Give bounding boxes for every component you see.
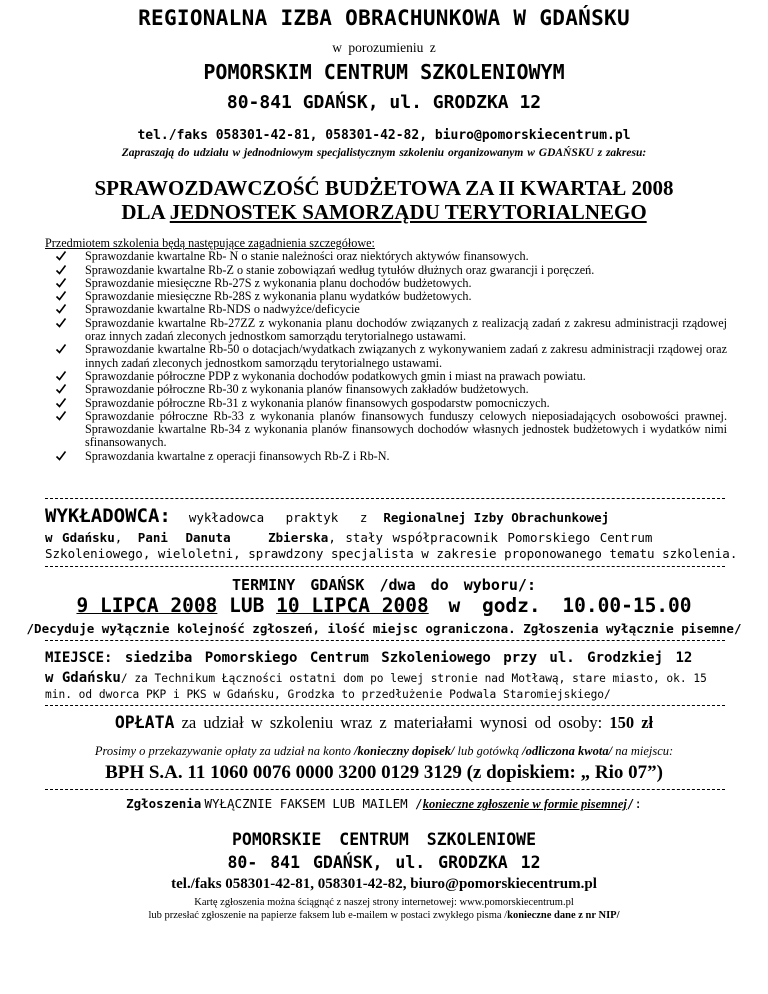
- date-option-1: 9 LIPCA 2008: [76, 594, 218, 617]
- list-item: [45, 290, 727, 303]
- lecturer-role: , stały współpracownik Pomorskiego Centrum: [328, 530, 653, 545]
- list-item-text: Sprawozdanie kwartalne Rb-50 o dotacjach/wydatkach związanych z wykonywaniem zadań z zakresu administracji rządowej oraz innych zadań zleconych jednostkom samorządu terytorialnego ustawami.: [85, 342, 727, 370]
- course-title-line2: [0, 200, 768, 225]
- topics-section: [45, 237, 727, 463]
- agreement-text: w porozumieniu z: [332, 40, 436, 55]
- divider: [45, 789, 725, 790]
- lecturer-title: Pani: [137, 530, 168, 545]
- divider: [45, 640, 725, 641]
- footer-note2-emphasis: konieczne dane z nr NIP/: [507, 910, 620, 921]
- fee-text: za udział w szkoleniu wraz z materiałami wynosi od osoby:: [181, 713, 603, 732]
- footer-org: POMORSKIE CENTRUM SZKOLENIOWE: [231, 830, 537, 849]
- footer-note2: [0, 910, 768, 921]
- list-item-text: Sprawozdanie miesięczne Rb-28S z wykonania planu wydatków budżetowych.: [85, 289, 472, 304]
- title-underlined: JEDNOSTEK SAMORZĄDU TERYTORIALNEGO: [169, 200, 647, 224]
- lecturer-line1: [45, 505, 727, 527]
- invitation-text: Zapraszają do udziału w jednodniowym specjalistycznym szkoleniu organizowanym w GDAŃSKU z zakresu:: [121, 147, 647, 159]
- checkmark-icon: [55, 343, 67, 358]
- or-text: LUB: [229, 594, 265, 617]
- registration-text: WYŁĄCZNIE FAKSEM LUB MAILEM /: [204, 796, 423, 811]
- footer-contact: tel./faks 058301-42-81, 058301-42-82, biuro@pomorskiecentrum.pl: [171, 876, 597, 892]
- date-option-2: 10 LIPCA 2008: [276, 594, 429, 617]
- list-item: [45, 264, 727, 277]
- place-directions: / za Technikum Łączności ostatni dom po lewej stronie nad Motławą, stare miasto, ok. 15: [120, 672, 707, 685]
- checkmark-icon: [55, 410, 67, 425]
- footer-note2-text: lub przesłać zgłoszenie na papierze faksem lub e-mailem w postaci zwykłego pisma /: [148, 910, 508, 921]
- list-item: [45, 277, 727, 290]
- terms-heading: TERMINY GDAŃSK /dwa do wyboru/:: [232, 576, 536, 594]
- place-line3: min. od dworca PKP i PKS w Gdańsku, Grodzka to przedłużenie Podwala Staromiejskiego/: [45, 688, 611, 701]
- divider: [45, 566, 725, 567]
- checkmark-icon: [55, 450, 67, 465]
- transfer-cash-note: /odliczona kwota/: [522, 744, 613, 758]
- list-item-text: Sprawozdanie półroczne PDP z wykonania dochodów podatkowych gmin i miast na prawach powiatu.: [85, 368, 586, 383]
- header-address: 80-841 GDAŃSK, ul. GRODZKA 12: [226, 92, 542, 113]
- transfer-required-note: /konieczny dopisek/: [354, 744, 455, 758]
- list-item-text: Sprawozdanie półroczne Rb-33 z wykonania planów finansowych funduszy celowych nieposiadających osobowości prawnej. Sprawozdanie kwartalne Rb-34 z wykonania planów finansowych dochodów własnych jednostek budżetowych i wydatków nimi sfinansowanych.: [85, 408, 727, 450]
- registration-line: [0, 796, 768, 812]
- list-item: [45, 397, 727, 410]
- list-item-text: Sprawozdanie kwartalne Rb-Z o stanie zobowiązań według tytułów dłużnych oraz gwarancji i poręczeń.: [85, 262, 595, 277]
- fee-amount: 150 zł: [609, 713, 654, 732]
- divider: [45, 705, 725, 706]
- lecturer-line2: [45, 530, 735, 545]
- list-item: [45, 250, 727, 263]
- bank-account: BPH S.A. 11 1060 0076 0000 3200 0129 3129 (z dopiskiem: „ Rio 07”): [105, 762, 663, 783]
- footer-note1: Kartę zgłoszenia można ściągnąć z naszej strony internetowej: www.pomorskiecentrum.pl: [194, 897, 574, 908]
- footer-address: 80- 841 GDAŃSK, ul. GRODZKA 12: [227, 853, 541, 872]
- time-range: w godz. 10.00-15.00: [448, 594, 692, 617]
- list-item-text: Sprawozdanie kwartalne Rb-NDS o nadwyżce/deficycie: [85, 302, 360, 317]
- list-item: [45, 450, 727, 463]
- list-item-text: Sprawozdanie kwartalne Rb- N o stanie należności oraz niektórych aktywów finansowych.: [85, 249, 529, 264]
- list-item: [45, 410, 727, 450]
- lecturer-city: w Gdańsku: [45, 530, 115, 545]
- place-line1: MIEJSCE: siedziba Pomorskiego Centrum Szkoleniowego przy ul. Grodzkiej 12: [45, 650, 693, 666]
- list-item: [45, 317, 727, 344]
- registration-emphasis: konieczne zgłoszenie w formie pisemnej: [422, 797, 627, 811]
- lecturer-intro: wykładowca praktyk z: [188, 510, 368, 525]
- terms-dates: [0, 594, 768, 617]
- list-item-text: Sprawozdanie półroczne Rb-31 z wykonania planów finansowych gospodarstw pomocniczych.: [85, 395, 550, 410]
- lecturer-name: Danuta Zbierska: [185, 530, 329, 545]
- list-item-text: Sprawozdanie kwartalne Rb-27ZZ z wykonania planu dochodów związanych z realizacją zadań z zakresu administracji rządowej oraz innych zadań zleconych jednostkom samorządu terytorialnego ustawami.: [85, 315, 727, 344]
- place-line2: [45, 669, 735, 687]
- registration-end: /:: [626, 796, 642, 811]
- list-item-text: Sprawozdanie miesięczne Rb-27S z wykonania planu dochodów budżetowych.: [85, 275, 472, 290]
- title-prefix: DLA: [121, 200, 170, 224]
- list-item: [45, 303, 727, 316]
- registration-label: Zgłoszenia: [126, 796, 202, 811]
- list-item-text: Sprawozdanie półroczne Rb-30 z wykonania planów finansowych zakładów budżetowych.: [85, 382, 529, 397]
- lecturer-org: Regionalnej Izby Obrachunkowej: [383, 510, 610, 525]
- lecturer-line3: Szkoleniowego, wieloletni, sprawdzony specjalista w zakresie proponowanego tematu szkolenia.: [45, 546, 738, 561]
- terms-note: /Decyduje wyłącznie kolejność zgłoszeń, ilość miejsc ograniczona. Zgłoszenia wyłącznie pisemne/: [26, 621, 742, 636]
- fee-line: [0, 713, 768, 733]
- transfer-cash-text: lub gotówką: [457, 744, 519, 758]
- lecturer-heading: WYKŁADOWCA:: [45, 505, 171, 527]
- transfer-note: [0, 744, 768, 759]
- transfer-end-text: na miejscu:: [615, 744, 674, 758]
- transfer-note-text: Prosimy o przekazywanie opłaty za udział na konto: [94, 744, 351, 758]
- list-item: [45, 370, 727, 383]
- list-item: [45, 343, 727, 370]
- checkmark-icon: [55, 317, 67, 332]
- header-contact: tel./faks 058301-42-81, 058301-42-82, biuro@pomorskiecentrum.pl: [137, 128, 631, 143]
- org-name: REGIONALNA IZBA OBRACHUNKOWA W GDAŃSKU: [138, 6, 630, 30]
- partner-name: POMORSKIM CENTRUM SZKOLENIOWYM: [203, 60, 565, 84]
- topics-list: [45, 250, 727, 463]
- place-city: w Gdańsku: [45, 670, 121, 686]
- list-item-text: Sprawozdania kwartalne z operacji finansowych Rb-Z i Rb-N.: [85, 448, 390, 463]
- topics-intro: Przedmiotem szkolenia będą następujące zagadnienia szczegółowe:: [45, 236, 375, 250]
- divider: [45, 498, 725, 499]
- fee-label: OPŁATA: [114, 713, 175, 732]
- course-title-line1: SPRAWOZDAWCZOŚĆ BUDŻETOWA ZA II KWARTAŁ 2008: [94, 176, 674, 200]
- comma: ,: [114, 530, 123, 545]
- list-item: [45, 383, 727, 396]
